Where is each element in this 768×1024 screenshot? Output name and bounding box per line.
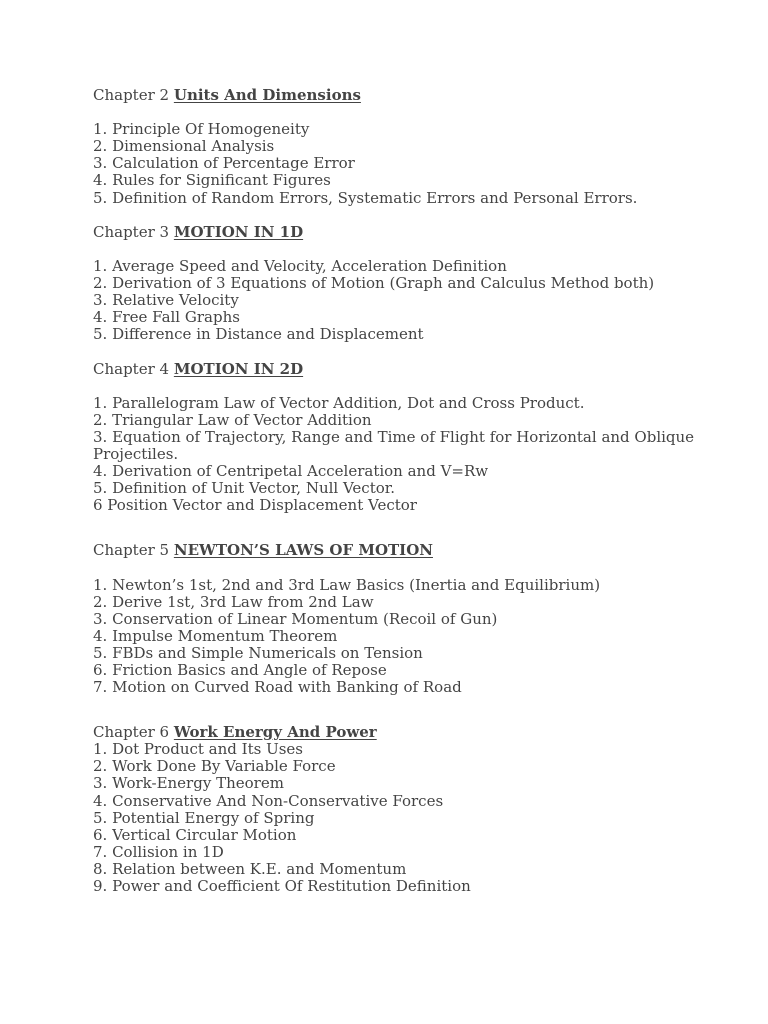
topic-list: [93, 395, 733, 515]
chapter-6: [93, 724, 733, 895]
chapter-3: [93, 224, 733, 344]
list-item: 3. Relative Velocity: [93, 291, 239, 310]
list-item: 2. Triangular Law of Vector Addition: [93, 410, 372, 429]
list-item: 2. Derive 1st, 3rd Law from 2nd Law: [93, 592, 374, 611]
list-item: 7. Collision in 1D: [93, 842, 224, 861]
list-item: 6. Vertical Circular Motion: [93, 825, 297, 844]
chapter-heading: [93, 87, 733, 104]
list-item: 1. Newton’s 1st, 2nd and 3rd Law Basics (Inertia and Equilibrium): [93, 575, 601, 594]
chapter-heading: [93, 542, 733, 559]
list-item: 4. Derivation of Centripetal Acceleration and V=Rw: [93, 462, 489, 481]
topic-list: [93, 121, 733, 206]
list-item: 5. Definition of Random Errors, Systematic Errors and Personal Errors.: [93, 188, 638, 207]
chapter-heading: [93, 224, 733, 241]
chapter-label: Chapter 2: [93, 86, 170, 104]
chapter-title: MOTION IN 2D: [173, 359, 304, 378]
list-item: 2. Derivation of 3 Equations of Motion (Graph and Calculus Method both): [93, 274, 655, 293]
list-item: 5. Difference in Distance and Displacement: [93, 325, 424, 344]
chapter-title: Work Energy And Power: [173, 723, 377, 742]
list-item: 1. Parallelogram Law of Vector Addition, Dot and Cross Product.: [93, 393, 585, 412]
chapter-title: NEWTON’S LAWS OF MOTION: [173, 541, 433, 560]
chapter-label: Chapter 5: [93, 541, 170, 560]
chapter-title: Units And Dimensions: [173, 86, 361, 104]
list-item: 3. Work-Energy Theorem: [93, 774, 284, 793]
list-item: 4. Free Fall Graphs: [93, 308, 240, 327]
list-item: 1. Principle Of Homogeneity: [93, 120, 310, 139]
list-item: 3. Conservation of Linear Momentum (Recoil of Gun): [93, 609, 498, 628]
chapter-4: [93, 361, 733, 515]
list-item: 4. Conservative And Non-Conservative Forces: [93, 791, 444, 810]
list-item: 6. Friction Basics and Angle of Repose: [93, 661, 387, 679]
list-item: 7. Motion on Curved Road with Banking of Road: [93, 678, 462, 697]
list-item: 5. Definition of Unit Vector, Null Vector.: [93, 479, 396, 498]
list-item: 3. Equation of Trajectory, Range and Time of Flight for Horizontal and Oblique Projectiles.: [93, 427, 695, 463]
topic-list: [93, 577, 733, 697]
chapter-heading: [93, 724, 733, 741]
topic-list: [93, 741, 733, 895]
list-item: 5. FBDs and Simple Numericals on Tension: [93, 643, 423, 662]
chapter-heading: [93, 361, 733, 378]
list-item: 8. Relation between K.E. and Momentum: [93, 859, 407, 878]
list-item: 2. Work Done By Variable Force: [93, 757, 336, 776]
list-item: 6 Position Vector and Displacement Vector: [93, 496, 417, 515]
list-item: 1. Average Speed and Velocity, Acceleration Definition: [93, 256, 507, 275]
list-item: 5. Potential Energy of Spring: [93, 808, 315, 827]
chapter-label: Chapter 6: [93, 723, 170, 742]
document-page: [93, 87, 733, 895]
chapter-2: [93, 87, 733, 207]
chapter-5: [93, 542, 733, 696]
list-item: 2. Dimensional Analysis: [93, 137, 275, 156]
list-item: 3. Calculation of Percentage Error: [93, 154, 355, 173]
list-item: 4. Impulse Momentum Theorem: [93, 626, 338, 645]
topic-list: [93, 258, 733, 343]
chapter-title: MOTION IN 1D: [173, 222, 304, 241]
list-item: 4. Rules for Significant Figures: [93, 171, 331, 190]
list-item: 1. Dot Product and Its Uses: [93, 740, 303, 759]
chapter-label: Chapter 3: [93, 222, 170, 241]
chapter-label: Chapter 4: [93, 359, 170, 378]
list-item: 9. Power and Coefficient Of Restitution Definition: [93, 877, 471, 896]
